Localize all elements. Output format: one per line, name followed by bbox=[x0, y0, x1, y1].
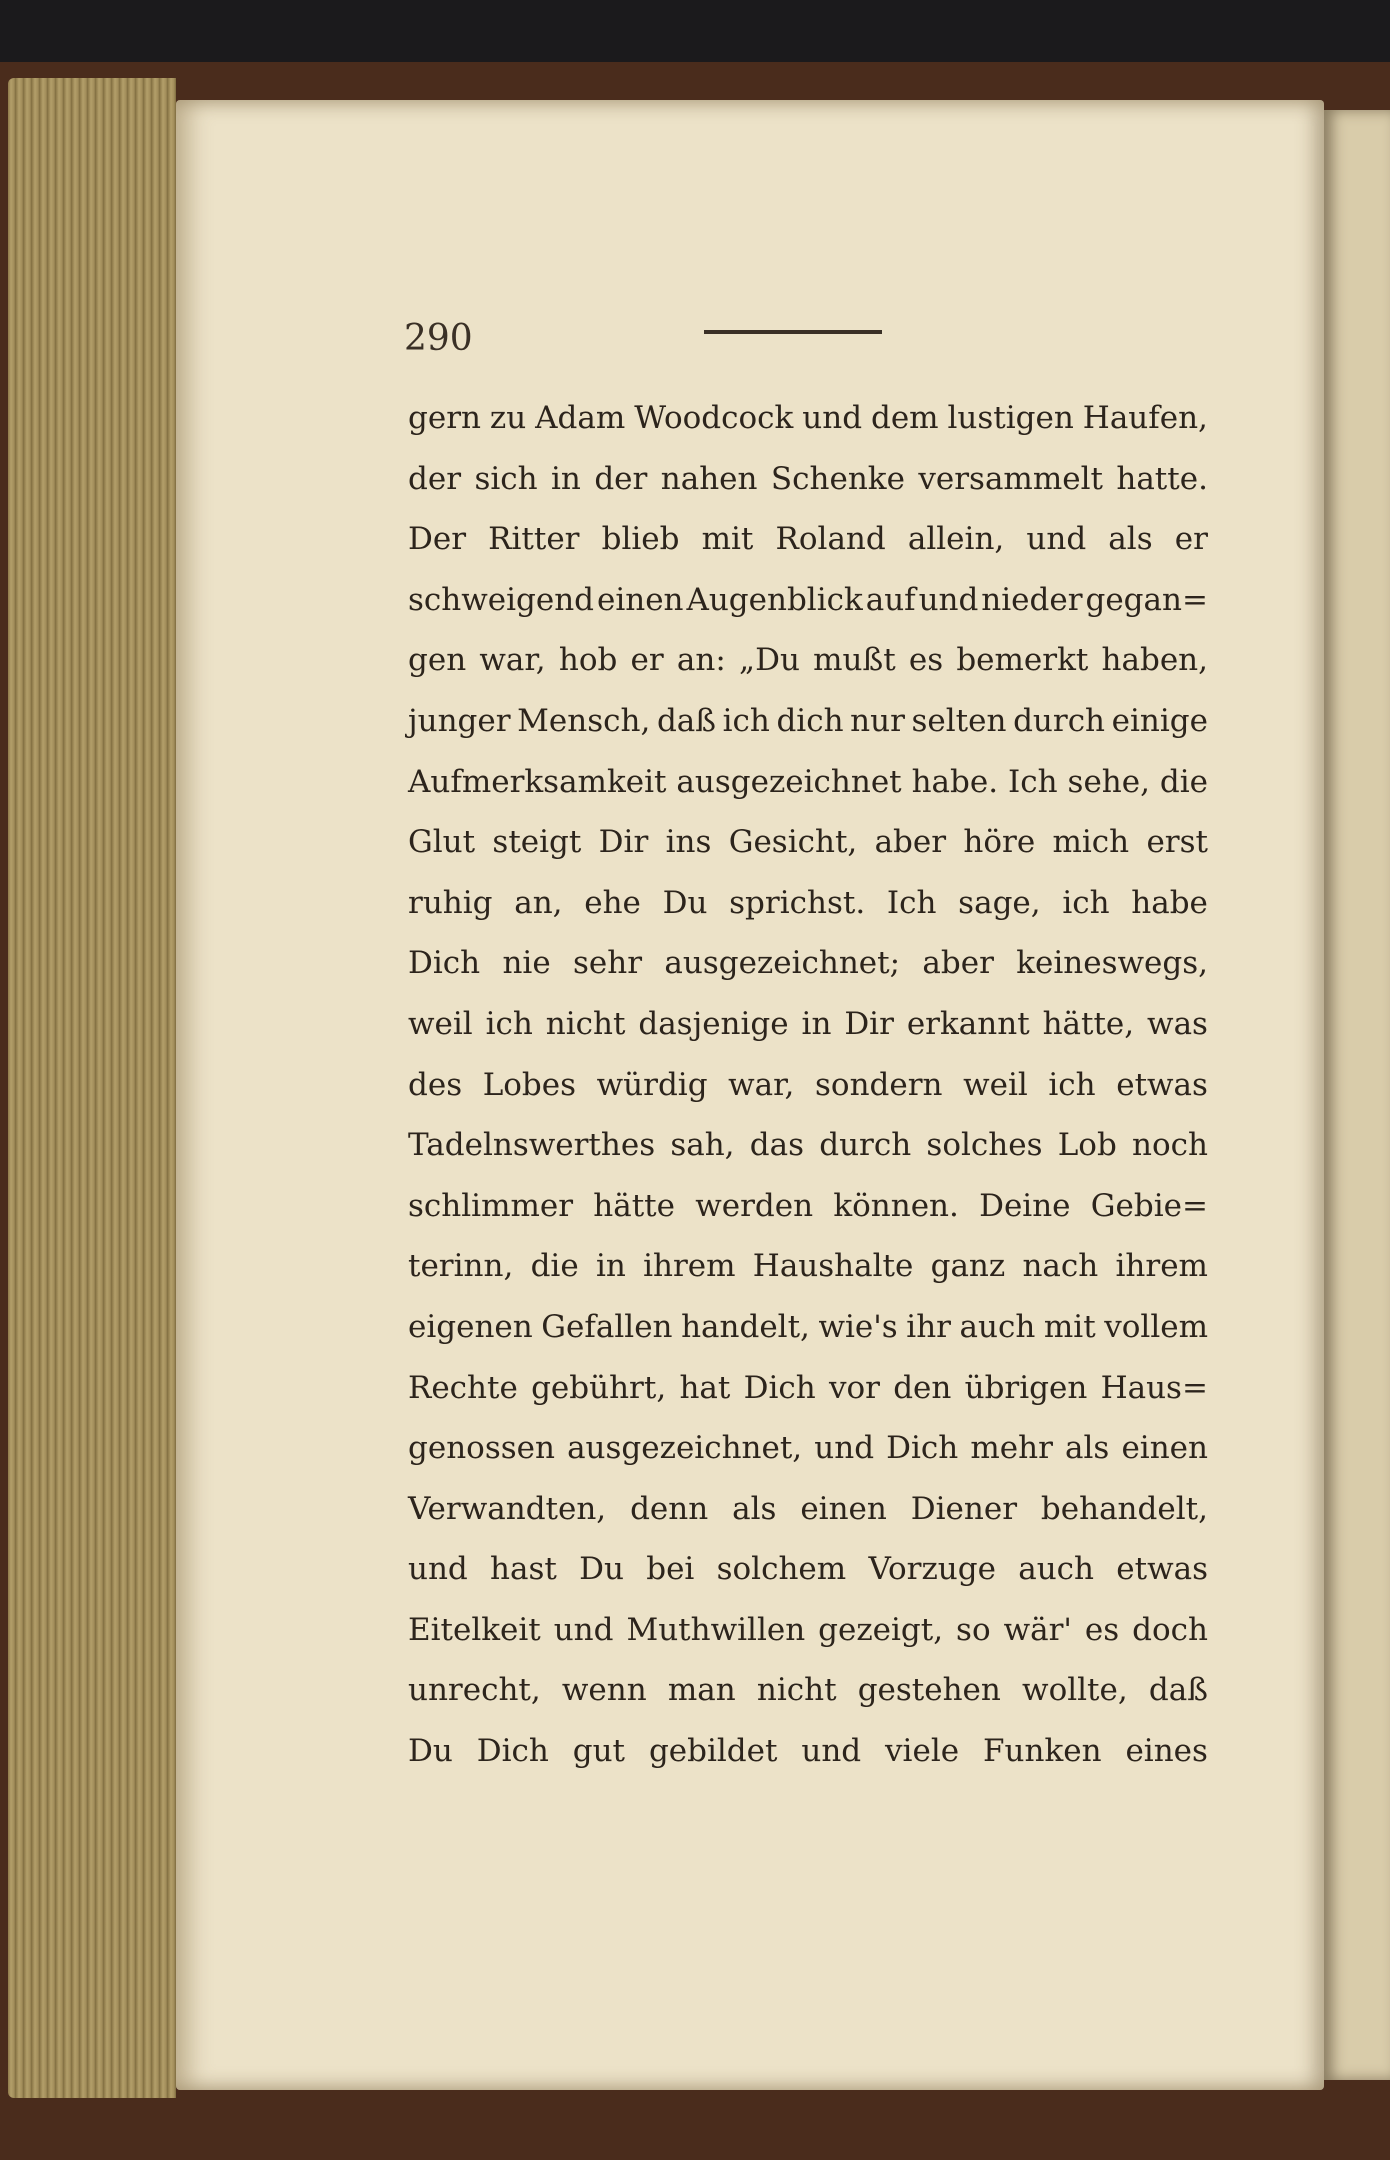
text-word: Roland bbox=[775, 521, 886, 558]
text-word: vor bbox=[828, 1369, 880, 1406]
text-word: Deine bbox=[979, 1187, 1071, 1224]
text-word: Dich bbox=[743, 1369, 816, 1406]
text-word: werden bbox=[695, 1187, 814, 1224]
text-word: nur bbox=[850, 702, 905, 739]
text-word: Dir bbox=[598, 824, 649, 861]
text-word: ihr bbox=[906, 1308, 951, 1345]
text-word: ich bbox=[1048, 1066, 1096, 1103]
text-line bbox=[408, 1612, 1208, 1673]
text-word: ich bbox=[722, 702, 770, 739]
text-word: als bbox=[1065, 1430, 1110, 1467]
text-word: nach bbox=[1022, 1248, 1099, 1285]
text-word: hätte, bbox=[1042, 1005, 1135, 1042]
text-line bbox=[408, 1309, 1208, 1370]
text-word: Gesicht, bbox=[728, 824, 858, 861]
text-word: mußt bbox=[813, 642, 896, 679]
text-word: dasjenige bbox=[638, 1005, 789, 1042]
text-word: keineswegs, bbox=[1016, 945, 1208, 982]
text-word: ehe bbox=[584, 884, 641, 921]
text-word: junger bbox=[408, 702, 511, 739]
text-word: ihrem bbox=[1115, 1248, 1208, 1285]
text-word: der bbox=[408, 460, 462, 497]
text-word: Du bbox=[579, 1551, 624, 1588]
text-word: Du bbox=[662, 884, 708, 921]
text-word: gut bbox=[572, 1733, 626, 1770]
header-rule bbox=[704, 330, 882, 334]
text-word: Mensch, bbox=[517, 702, 651, 739]
text-word: an: bbox=[676, 642, 726, 679]
text-word: Haus= bbox=[1100, 1369, 1208, 1406]
text-word: nicht bbox=[756, 1672, 837, 1709]
text-word: eigenen bbox=[408, 1308, 533, 1345]
text-word: genossen bbox=[408, 1430, 555, 1467]
text-line bbox=[408, 1067, 1208, 1128]
text-word: erst bbox=[1146, 824, 1208, 861]
text-word: durch bbox=[1013, 702, 1106, 739]
text-word: sehe, bbox=[1067, 763, 1150, 800]
text-word: solchem bbox=[716, 1551, 847, 1588]
text-line bbox=[408, 1551, 1208, 1612]
text-word: Muthwillen bbox=[626, 1611, 806, 1648]
text-word: schweigend bbox=[408, 581, 595, 618]
text-word: Funken bbox=[983, 1733, 1102, 1770]
text-word: an, bbox=[514, 884, 563, 921]
text-word: ausgezeichnet, bbox=[567, 1430, 803, 1467]
text-line bbox=[408, 1127, 1208, 1188]
text-word: gen bbox=[408, 642, 467, 679]
text-word: was bbox=[1147, 1005, 1208, 1042]
text-word: schlimmer bbox=[408, 1187, 574, 1224]
text-word: handelt, bbox=[681, 1308, 810, 1345]
facing-page-edge bbox=[1324, 110, 1390, 2080]
text-word: sprichst. bbox=[729, 884, 866, 921]
text-word: ganz bbox=[930, 1248, 1006, 1285]
text-word: terinn, bbox=[408, 1248, 514, 1285]
text-word: Lobes bbox=[482, 1066, 577, 1103]
text-word: Augenblick bbox=[686, 581, 863, 618]
text-word: gebührt, bbox=[531, 1369, 667, 1406]
text-line bbox=[408, 461, 1208, 522]
text-word: aber bbox=[874, 824, 947, 861]
text-word: hatte. bbox=[1116, 460, 1208, 497]
text-word: Tadelnswerthes bbox=[408, 1127, 656, 1164]
text-word: auch bbox=[959, 1308, 1036, 1345]
text-word: vollem bbox=[1104, 1308, 1208, 1345]
text-line bbox=[408, 1188, 1208, 1249]
text-word: hat bbox=[679, 1369, 731, 1406]
text-word: Gebie= bbox=[1090, 1187, 1208, 1224]
text-line bbox=[408, 1006, 1208, 1067]
text-word: einen bbox=[1121, 1430, 1208, 1467]
text-word: dem bbox=[870, 400, 939, 436]
text-word: zu bbox=[489, 400, 527, 436]
text-word: blieb bbox=[601, 521, 680, 558]
text-word: einen bbox=[596, 581, 684, 618]
text-line bbox=[408, 885, 1208, 946]
text-word: denn bbox=[630, 1490, 709, 1527]
text-word: ich bbox=[485, 1005, 533, 1042]
text-word: Rechte bbox=[408, 1369, 518, 1406]
text-word: man bbox=[667, 1672, 736, 1709]
text-word: noch bbox=[1132, 1127, 1208, 1164]
text-word: Lob bbox=[1057, 1127, 1117, 1164]
text-word: habe bbox=[1131, 884, 1208, 921]
text-word: lustigen bbox=[947, 400, 1074, 436]
text-word: daß bbox=[656, 702, 716, 739]
text-word: ausgezeichnet bbox=[676, 763, 902, 800]
text-word: gestehen bbox=[857, 1672, 1001, 1709]
text-word: Dich bbox=[408, 945, 481, 982]
text-word: versammelt bbox=[918, 460, 1103, 497]
text-word: Glut bbox=[408, 824, 476, 861]
text-word: sage, bbox=[958, 884, 1041, 921]
text-word: Ich bbox=[1008, 763, 1058, 800]
text-word: nahen bbox=[660, 460, 758, 497]
text-word: es bbox=[908, 642, 944, 679]
text-word: nicht bbox=[545, 1005, 626, 1042]
text-line bbox=[408, 945, 1208, 1006]
text-word: gern bbox=[408, 400, 481, 436]
text-word: Schenke bbox=[770, 460, 905, 497]
text-word: auf bbox=[865, 581, 916, 618]
text-word: Vorzuge bbox=[868, 1551, 996, 1588]
text-line bbox=[408, 1248, 1208, 1309]
text-word: selten bbox=[911, 702, 1007, 739]
text-word: wollte, bbox=[1022, 1672, 1128, 1709]
page-number: 290 bbox=[404, 318, 473, 359]
text-word: Eitelkeit bbox=[408, 1611, 541, 1648]
text-word: sehr bbox=[573, 945, 643, 982]
text-word: war, bbox=[479, 642, 546, 679]
text-line bbox=[408, 1672, 1208, 1733]
text-word: war, bbox=[728, 1066, 795, 1103]
text-word: bemerkt bbox=[956, 642, 1089, 679]
text-word: gegan= bbox=[1085, 581, 1208, 618]
text-word: sah, bbox=[670, 1127, 735, 1164]
text-word: steigt bbox=[492, 824, 582, 861]
text-word: gezeigt, bbox=[818, 1611, 944, 1648]
text-line bbox=[408, 1370, 1208, 1431]
text-line bbox=[408, 764, 1208, 825]
text-word: Woodcock bbox=[634, 400, 794, 436]
text-word: solches bbox=[926, 1127, 1043, 1164]
text-word: ihrem bbox=[643, 1248, 736, 1285]
text-word: Verwandten, bbox=[408, 1490, 607, 1527]
text-word: weil bbox=[408, 1005, 473, 1042]
text-word: unrecht, bbox=[408, 1672, 541, 1709]
text-word: würdig bbox=[596, 1066, 708, 1103]
text-word: gebildet bbox=[648, 1733, 778, 1770]
text-word: viele bbox=[885, 1733, 960, 1770]
text-line bbox=[408, 521, 1208, 582]
text-word: und bbox=[1026, 521, 1087, 558]
text-word: hast bbox=[490, 1551, 557, 1588]
text-word: auch bbox=[1018, 1551, 1094, 1588]
text-word: einen bbox=[800, 1490, 887, 1527]
text-word: etwas bbox=[1116, 1551, 1208, 1588]
text-word: daß bbox=[1148, 1672, 1208, 1709]
text-word: allein, bbox=[907, 521, 1005, 558]
text-word: in bbox=[801, 1005, 832, 1042]
text-line bbox=[408, 642, 1208, 703]
text-word: die bbox=[1159, 763, 1208, 800]
text-word: Dich bbox=[476, 1733, 549, 1770]
text-word: es bbox=[1084, 1611, 1120, 1648]
text-word: ich bbox=[1062, 884, 1110, 921]
text-word: wär' bbox=[1003, 1611, 1072, 1648]
page-edges bbox=[8, 78, 176, 2098]
text-line bbox=[408, 1430, 1208, 1491]
text-word: etwas bbox=[1116, 1066, 1208, 1103]
text-line bbox=[408, 400, 1208, 461]
text-word: haben, bbox=[1101, 642, 1208, 679]
text-line bbox=[408, 1733, 1208, 1794]
text-word: er bbox=[1174, 521, 1208, 558]
text-word: übrigen bbox=[964, 1369, 1088, 1406]
text-word: Dir bbox=[844, 1005, 894, 1042]
text-word: mehr bbox=[970, 1430, 1053, 1467]
text-word: wie's bbox=[818, 1308, 898, 1345]
text-word: und bbox=[802, 400, 863, 436]
text-word: in bbox=[551, 460, 581, 497]
text-word: und bbox=[553, 1611, 614, 1648]
text-word: Dich bbox=[886, 1430, 959, 1467]
text-word: und bbox=[918, 581, 979, 618]
text-line bbox=[408, 1491, 1208, 1552]
text-word: hätte bbox=[593, 1187, 675, 1224]
text-word: habe. bbox=[911, 763, 999, 800]
text-word: ruhig bbox=[408, 884, 493, 921]
text-word: höre bbox=[963, 824, 1036, 861]
text-word: durch bbox=[819, 1127, 912, 1164]
text-word: als bbox=[1108, 521, 1153, 558]
text-word: erkannt bbox=[906, 1005, 1030, 1042]
text-word: nieder bbox=[981, 581, 1083, 618]
text-word: sich bbox=[474, 460, 538, 497]
text-word: Adam bbox=[535, 400, 626, 436]
text-word: und bbox=[408, 1551, 468, 1588]
text-word: behandelt, bbox=[1040, 1490, 1208, 1527]
text-word: Ritter bbox=[488, 521, 580, 558]
text-word: so bbox=[956, 1611, 991, 1648]
text-word: Der bbox=[408, 521, 467, 558]
text-word: Diener bbox=[910, 1490, 1018, 1527]
text-word: Gefallen bbox=[541, 1308, 673, 1345]
text-word: der bbox=[594, 460, 648, 497]
text-word: er bbox=[630, 642, 664, 679]
text-line bbox=[408, 582, 1208, 643]
text-word: „Du bbox=[739, 642, 800, 679]
text-word: den bbox=[893, 1369, 952, 1406]
text-word: ausgezeichnet; bbox=[664, 945, 901, 982]
text-word: das bbox=[749, 1127, 805, 1164]
text-word: mit bbox=[1043, 1308, 1096, 1345]
text-word: bei bbox=[646, 1551, 695, 1588]
text-word: wenn bbox=[561, 1672, 647, 1709]
text-word: Du bbox=[408, 1733, 453, 1770]
text-word: und bbox=[814, 1430, 875, 1467]
text-word: und bbox=[801, 1733, 862, 1770]
text-word: einige bbox=[1111, 702, 1208, 739]
text-word: des bbox=[408, 1066, 463, 1103]
text-word: können. bbox=[833, 1187, 959, 1224]
text-word: aber bbox=[922, 945, 994, 982]
text-word: Ich bbox=[886, 884, 937, 921]
text-word: doch bbox=[1132, 1611, 1208, 1648]
text-word: Aufmerksamkeit bbox=[408, 763, 667, 800]
text-word: Haushalte bbox=[752, 1248, 914, 1285]
text-word: in bbox=[595, 1248, 626, 1285]
text-word: Haufen, bbox=[1082, 400, 1208, 436]
text-word: mich bbox=[1052, 824, 1130, 861]
text-word: die bbox=[530, 1248, 579, 1285]
text-word: hob bbox=[558, 642, 618, 679]
body-text bbox=[408, 400, 1208, 1794]
text-line bbox=[408, 824, 1208, 885]
text-word: sondern bbox=[815, 1066, 943, 1103]
text-word: als bbox=[732, 1490, 777, 1527]
text-word: ins bbox=[665, 824, 712, 861]
text-word: weil bbox=[963, 1066, 1028, 1103]
text-word: eines bbox=[1125, 1733, 1208, 1770]
text-word: nie bbox=[502, 945, 551, 982]
text-line bbox=[408, 703, 1208, 764]
text-word: mit bbox=[701, 521, 754, 558]
text-word: dich bbox=[776, 702, 844, 739]
